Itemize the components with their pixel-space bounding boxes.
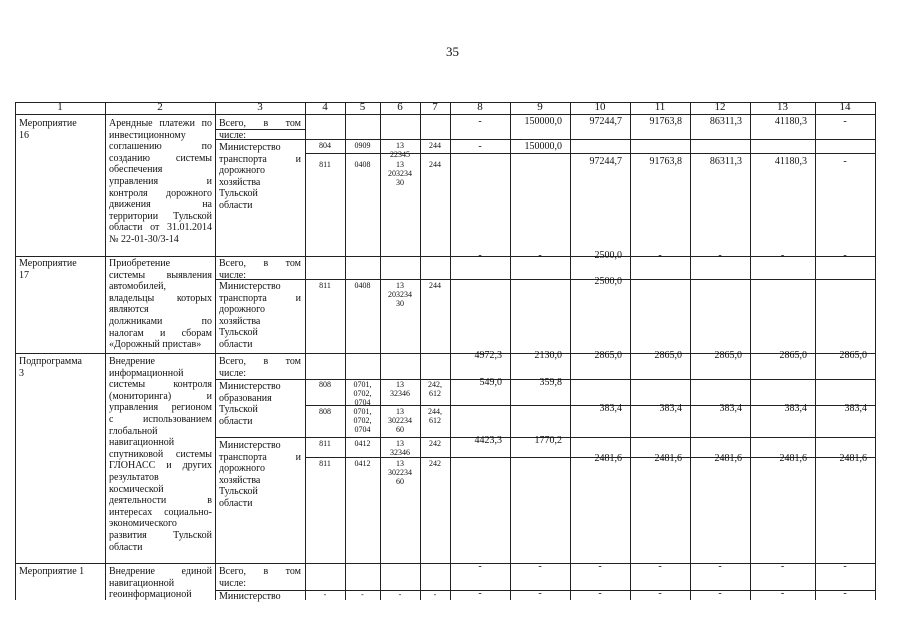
m1-desc-line: навигационной [109, 577, 175, 589]
code-cell-c6: 13 203234 30 [388, 281, 412, 308]
value-c14: 2481,6 [839, 453, 867, 464]
column-header-8: 8 [477, 101, 483, 113]
m1-total-label [219, 566, 301, 589]
value-c8: 549,0 [479, 377, 502, 388]
sp3-desc-line: Внедрение [109, 356, 155, 367]
sp3-desc-line: результатов [109, 471, 159, 483]
sp3-ministry-transport-line: Тульской [219, 486, 258, 498]
m17-ministry-line: Тульской [219, 327, 258, 339]
m16-total-label-line: числе: [219, 129, 247, 141]
column-header-12: 12 [714, 101, 726, 113]
sp3-ministry-transport-line: области [219, 497, 253, 509]
column-header-3: 3 [257, 101, 263, 113]
sp3-ministry-transport-line: хозяйства [219, 474, 261, 486]
m17-desc-line: налогам и сборам [109, 327, 212, 339]
m17-name [19, 258, 101, 281]
sp3-desc-line: ГЛОНАСС и других [109, 460, 212, 472]
code-cell-c4: 811 [319, 160, 331, 169]
code-cell-c7: 244, 612 [428, 407, 442, 425]
value-dash-c8: - [478, 561, 482, 572]
value-dash-c9: - [538, 250, 542, 261]
grid-vline [305, 102, 306, 600]
m17-desc-line: владельцы которых [109, 292, 212, 304]
value-c8: 4423,3 [474, 435, 502, 446]
value-c13: 2481,6 [779, 453, 807, 464]
code-cell-c7: 242 [429, 439, 441, 448]
value-c12: 2481,6 [714, 453, 742, 464]
code-cell-c6: 13 302234 60 [388, 459, 412, 486]
sp3-ministry-transport-line: Министерство [219, 440, 281, 451]
column-header-7: 7 [432, 101, 438, 113]
value-c12: 383,4 [719, 403, 742, 414]
sp3-ministry-education-line: образования [219, 392, 272, 404]
sp3-ministry-transport-line: дорожного [219, 463, 265, 475]
m17-ministry [219, 281, 301, 351]
m16-desc-line: инвестиционному [109, 129, 186, 141]
m1-desc [109, 566, 212, 601]
sp3-total-label-line: числе: [219, 367, 247, 379]
m1-desc-line: Внедрение единой [109, 566, 212, 577]
sp3-ministry-education-line: Тульской [219, 404, 258, 416]
code-cell-c5: 0909 [354, 141, 371, 150]
value-dash-c8: - [478, 588, 482, 599]
grid-vline [345, 102, 346, 600]
code-cell-c4: 808 [319, 380, 331, 389]
code-cell-c7: - [433, 590, 437, 599]
sp3-desc-line: управления регионом [109, 402, 212, 414]
value-dash-c14: - [843, 156, 847, 167]
sp3-desc-line: навигационной [109, 437, 175, 449]
value-c11: 2865,0 [654, 350, 682, 361]
grid-vline [15, 102, 16, 600]
sp3-desc-line: деятельности в [109, 495, 212, 507]
m17-name-line: Мероприятие [19, 258, 77, 269]
grid-vline [105, 102, 106, 600]
value-c12: 86311,3 [709, 116, 742, 127]
m17-desc-line: «Дорожный пристав» [109, 339, 202, 351]
m17-ministry-line: дорожного [219, 304, 265, 316]
value-c9: 359,8 [539, 377, 562, 388]
code-cell-c5: 0412 [354, 439, 371, 448]
value-dash-c11: - [658, 250, 662, 261]
code-cell-c7: 244 [429, 281, 441, 290]
sp3-name [19, 356, 101, 379]
m1-total-label-line: числе: [219, 577, 247, 589]
value-c10: 2481,6 [594, 453, 622, 464]
value-c14: 2865,0 [839, 350, 867, 361]
m17-desc-line: Приобретение [109, 258, 171, 269]
m16-ministry-line: хозяйства [219, 176, 261, 188]
value-c10: 97244,7 [589, 156, 622, 167]
value-dash-c14: - [843, 588, 847, 599]
value-dash-c8: - [478, 250, 482, 261]
grid-vline [215, 102, 216, 600]
m17-desc-line: являются [109, 304, 149, 316]
value-dash-c13: - [780, 588, 785, 599]
code-cell-c5: - [361, 590, 364, 599]
value-dash-c12: - [718, 561, 722, 572]
m16-ministry-line: транспорта и [219, 153, 301, 165]
code-cell-c5: 0701, 0702, 0704 [353, 407, 372, 434]
value-dash-c11: - [658, 588, 662, 599]
value-c10: 2865,0 [594, 350, 622, 361]
sp3-ministry-transport-line: транспорта и [219, 451, 301, 463]
m17-ministry-line: хозяйства [219, 315, 261, 327]
value-dash-c9: - [538, 561, 542, 572]
code-cell-c6: 13 32346 [390, 380, 410, 398]
sp3-desc [109, 356, 212, 553]
code-cell-c5: 0701, 0702, 0704 [353, 380, 372, 407]
value-c11: 91763,8 [649, 156, 682, 167]
value-c12: 2865,0 [714, 350, 742, 361]
value-c11: 2481,6 [654, 453, 682, 464]
column-header-10: 10 [594, 101, 606, 113]
m16-desc-line: движения на [109, 199, 212, 211]
code-cell-c7: 242 [429, 459, 441, 468]
column-header-11: 11 [654, 101, 666, 113]
sp3-desc-line: космической [109, 483, 164, 495]
value-dash-c8: - [478, 141, 482, 152]
column-header-9: 9 [537, 101, 543, 113]
value-c10: 2500,0 [594, 276, 622, 287]
code-cell-c6: 13 203234 30 [388, 160, 412, 187]
code-cell-c7: 242, 612 [428, 380, 442, 398]
sp3-desc-line: с использованием [109, 413, 212, 425]
column-header-14: 14 [839, 101, 851, 113]
m17-desc-line: должниками по [109, 315, 212, 327]
value-c13: 41180,3 [774, 156, 807, 167]
m16-total-label-line: Всего, в том [219, 118, 301, 129]
m17-total-label [219, 258, 301, 281]
m1-name [19, 566, 101, 578]
m17-name-line: 17 [19, 269, 29, 281]
value-c13: 383,4 [784, 403, 807, 414]
value-c11: 91763,8 [649, 116, 682, 127]
value-c10: 383,4 [599, 403, 622, 414]
m17-ministry-line: Министерство [219, 281, 281, 292]
code-cell-c5: 0412 [354, 459, 371, 468]
page-number: 35 [446, 44, 459, 59]
m1-ministry-line: Министерство [219, 591, 281, 602]
value-dash-c12: - [718, 588, 722, 599]
m16-ministry-line: области [219, 199, 253, 211]
m16-total-label [219, 118, 301, 141]
sp3-desc-line: глобальной [109, 425, 158, 437]
subrow-line [215, 279, 875, 280]
value-c11: 383,4 [659, 403, 682, 414]
m16-desc-line: № 22-01-30/3-14 [109, 233, 179, 245]
sp3-ministry-education [219, 381, 301, 427]
m1-ministry [219, 591, 301, 603]
value-dash-c11: - [658, 561, 662, 572]
code-cell-c7: 244 [429, 160, 441, 169]
grid-vline [420, 102, 421, 600]
value-dash-c14: - [843, 250, 847, 261]
code-cell-c4: 808 [319, 407, 331, 416]
m16-desc-line: управления и [109, 175, 212, 187]
code-cell-c4: 811 [319, 439, 331, 448]
code-cell-c4: 811 [319, 281, 331, 290]
m16-desc-line: территории Тульской [109, 210, 212, 222]
code-cell-c6: 13 302234 60 [388, 407, 412, 434]
m16-ministry-line: Министерство [219, 142, 281, 153]
code-cell-c4: 804 [319, 141, 331, 150]
value-c9: 2130,0 [534, 350, 562, 361]
m16-ministry [219, 142, 301, 212]
value-dash-c9: - [538, 588, 542, 599]
header-bottom-line [15, 114, 875, 115]
code-cell-c5: 0408 [354, 281, 371, 290]
sp3-ministry-education-line: Министерство [219, 381, 281, 392]
column-header-13: 13 [777, 101, 788, 113]
sp3-desc-line: интересах социально- [109, 506, 212, 518]
value-c9: 1770,2 [534, 435, 562, 446]
m16-ministry-line: Тульской [219, 188, 258, 200]
m16-desc-line: обеспечения [109, 164, 163, 176]
column-header-1: 1 [57, 101, 63, 113]
value-c8: 4972,3 [474, 350, 502, 361]
value-dash-c12: - [718, 250, 722, 261]
m16-desc-line: Арендные платежи по [109, 118, 212, 129]
m16-name [19, 118, 101, 141]
value-c13: 41180,3 [774, 116, 807, 127]
m16-desc-line: контроля дорожного [109, 187, 212, 199]
sp3-desc-line: системы контроля [109, 379, 212, 391]
sp3-desc-line: развития Тульской [109, 529, 212, 541]
subrow-line [215, 139, 875, 140]
value-dash-c10: - [598, 588, 602, 599]
column-header-6: 6 [397, 101, 403, 113]
m17-total-label-line: Всего, в том [219, 258, 301, 269]
code-cell-c4: - [323, 590, 327, 599]
column-header-4: 4 [322, 101, 328, 113]
sp3-desc-line: экономического [109, 518, 177, 530]
value-c9: 150000,0 [524, 141, 562, 152]
code-cell-c6: - [398, 590, 402, 599]
code-cell-c6: 13 22345 [390, 141, 410, 159]
code-cell-c6: 13 32346 [390, 439, 410, 457]
m16-ministry-line: дорожного [219, 165, 265, 177]
section-separator [15, 353, 875, 354]
code-cell-c7: 244 [429, 141, 441, 150]
m17-ministry-line: области [219, 338, 253, 350]
m1-total-label-line: Всего, в том [219, 566, 301, 577]
sp3-desc-line: области [109, 541, 143, 553]
m16-desc [109, 118, 212, 246]
sp3-name-line: Подпрограмма [19, 356, 82, 367]
value-c10: 97244,7 [589, 116, 622, 127]
m17-desc-line: автомобилей, [109, 281, 167, 293]
sp3-name-line: 3 [19, 367, 24, 379]
m16-name-line: 16 [19, 129, 29, 141]
sp3-total-label [219, 356, 301, 379]
m16-desc-line: области от 31.01.2014 [109, 222, 212, 234]
m16-desc-line: созданию системы [109, 152, 212, 164]
code-cell-c4: 811 [319, 459, 331, 468]
m1-name-line: Мероприятие 1 [19, 566, 85, 577]
value-dash-c14: - [843, 116, 847, 127]
sp3-desc-line: (мониторинга) и [109, 390, 212, 402]
m17-total-label-line: числе: [219, 269, 247, 281]
sp3-ministry-education-line: области [219, 415, 253, 427]
m16-name-line: Мероприятие [19, 118, 77, 129]
sp3-ministry-transport [219, 440, 301, 510]
value-dash-c10: - [598, 561, 602, 572]
code-cell-c5: 0408 [354, 160, 371, 169]
column-header-5: 5 [359, 101, 366, 113]
value-c9: 150000,0 [524, 116, 562, 127]
m17-desc-line: системы выявления [109, 269, 212, 281]
sp3-desc-line: информационной [109, 367, 184, 379]
m17-ministry-line: транспорта и [219, 292, 301, 304]
value-c13: 2865,0 [779, 350, 807, 361]
value-c14: 383,4 [844, 403, 867, 414]
value-dash-c14: - [843, 561, 847, 572]
m17-desc [109, 258, 212, 351]
grid-vline [875, 102, 876, 600]
m16-desc-line: соглашению по [109, 141, 212, 153]
value-c10: 2500,0 [594, 250, 622, 261]
column-header-2: 2 [157, 101, 163, 113]
m1-desc-line: геоинформационой [109, 589, 192, 601]
value-dash-c13: - [780, 250, 785, 261]
sp3-total-label-line: Всего, в том [219, 356, 301, 367]
value-c12: 86311,3 [709, 156, 742, 167]
value-dash-c13: - [780, 561, 785, 572]
value-dash-c8: - [478, 116, 482, 127]
sp3-desc-line: спутниковой системы [109, 448, 212, 460]
